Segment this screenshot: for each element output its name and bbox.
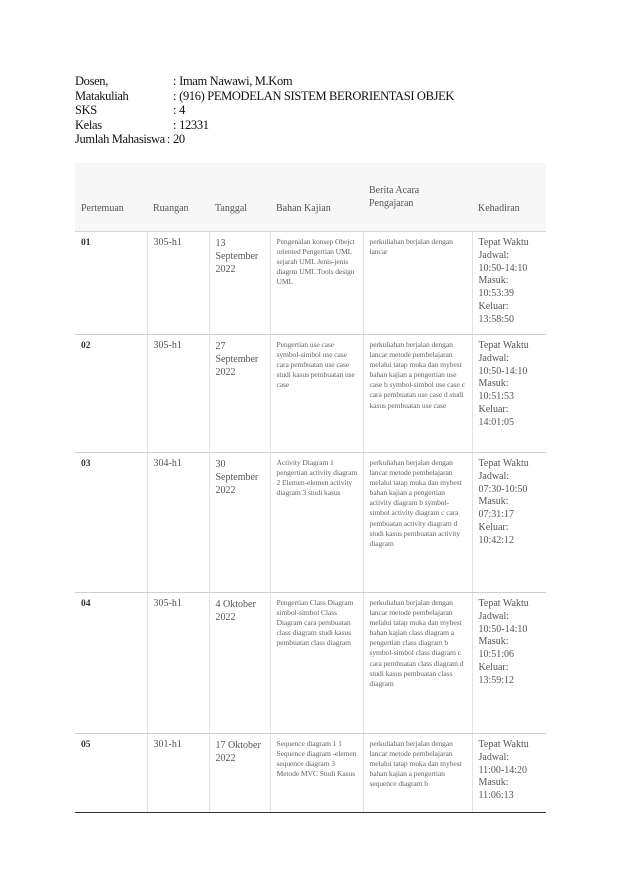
meeting-number: 04 [75,593,147,734]
course-row [75,89,555,104]
check-in-label: Masuk: [478,496,509,508]
attendance-status: Tepat Waktu [478,598,529,609]
class-label: Kelas [75,117,102,132]
check-out-label: Keluar: [478,521,509,533]
attendance-status: Tepat Waktu [478,237,529,248]
attendance-cell [472,232,546,335]
check-in-label: Masuk: [478,378,509,390]
check-in-time: 10:53:39 [478,288,515,300]
topic-cell: Sequence diagram 1 1 Sequence diagram -elemen sequence diagram 3 Metode MVC Studi Kasus [270,734,363,813]
room-cell: 305-h1 [147,232,209,335]
check-out-label: Keluar: [478,403,509,415]
check-in-label: Masuk: [478,275,509,287]
table-row [75,734,546,813]
lecturer-row [75,74,555,89]
attendance-cell [472,453,546,593]
schedule-time: 07:30-10:50 [478,483,528,495]
room-cell: 301-h1 [147,734,209,813]
check-out-time: 13:59:12 [478,674,515,686]
attendance-table [75,163,546,813]
credits-row [75,103,555,118]
report-cell: perkuliahan berjalan dengan lancar metode pembelajaran melalui tatap muka dan mybest bahan kajian a pengertian activity diagram b symbol-simbol activity diagram c cara pembuatan activity diagram d studi kasus pembuatan activity diagram [363,453,472,593]
column-header-date: Tanggal [209,163,270,232]
check-in-time: 10:51:53 [478,391,515,403]
lecturer-value: Imam Nawawi, M.Kom [179,74,293,88]
date-cell: 13 September 2022 [209,232,270,335]
students-value: 20 [173,132,185,146]
check-out-label: Keluar: [478,661,509,673]
attendance-cell [472,335,546,453]
class-value: 12331 [179,117,209,132]
schedule-label: Jadwal: [478,470,510,482]
report-cell: perkuliahan berjalan dengan lancar metode pembelajaran melalui tatap muka dan mybest bahan kajian class diagram a pengertian class diagram b symbol-simbol class diagram c cara pembuatan class diagram d studi kasus pembuatan class diagram [363,593,472,734]
course-info-header [75,74,555,147]
check-out-time: 10:42:12 [478,534,515,546]
check-out-label: Keluar: [478,300,509,312]
check-out-time: 13:58:50 [478,313,515,325]
check-out-time: 14:01:05 [478,416,515,428]
topic-cell: Pengertian Class Diagram simbol-simbol Class Diagram cara pembuatan class diagram studi kasus pembuatan class diagram [270,593,363,734]
column-header-room: Ruangan [147,163,209,232]
meeting-number: 03 [75,453,147,593]
schedule-time: 10:50-14:10 [478,262,528,274]
attendance-cell [472,734,546,813]
meeting-number: 05 [75,734,147,813]
schedule-label: Jadwal: [478,249,510,261]
separator: : [173,88,177,103]
check-in-label: Masuk: [478,777,509,789]
class-row [75,118,555,133]
schedule-time: 10:50-14:10 [478,623,528,635]
students-row [75,132,555,147]
schedule-label: Jadwal: [478,610,510,622]
check-in-time: 11:06:13 [478,790,514,802]
table-row [75,593,546,734]
check-in-time: 10:51:06 [478,649,515,661]
report-cell: perkuliahan berjalan dengan lancar [363,232,472,335]
column-header-meeting: Pertemuan [75,163,147,232]
credits-value: 4 [179,103,186,117]
report-cell: perkuliahan berjalan dengan lancar metode pembelajaran melalui tatap muka dan mybest bahan kajian a pengertian sequence diagram b [363,734,472,813]
meeting-number: 02 [75,335,147,453]
check-in-label: Masuk: [478,636,509,648]
attendance-table-container [75,163,546,813]
separator: : [173,74,177,88]
report-cell: perkuliahan berjalan dengan lancar metode pembelajaran melalui tatap muka dan mybest bahan kajian a pengertian use case b symbol-simbol use case c cara pembuatan use case d studi kasus pembuatan use case [363,335,472,453]
table-header-row [75,163,546,232]
attendance-status: Tepat Waktu [478,340,529,351]
attendance-cell [472,593,546,734]
column-header-report: Berita Acara Pengajaran [363,163,472,232]
column-header-topic: Bahan Kajian [270,163,363,232]
schedule-label: Jadwal: [478,352,510,364]
table-row [75,453,546,593]
course-value: (916) PEMODELAN SISTEM BERORIENTASI OBJEK [179,88,455,103]
schedule-time: 10:50-14:10 [478,365,528,377]
separator: : [173,117,177,132]
date-cell: 27 September 2022 [209,335,270,453]
topic-cell: Pengertian use case symbol-simbol use case cara pembuatan use case studi kasus pembuatan use case [270,335,363,453]
credits-label: SKS [75,103,97,117]
attendance-status: Tepat Waktu [478,739,529,750]
separator: : [173,103,177,117]
students-label: Jumlah Mahasiswa [75,132,165,146]
attendance-status: Tepat Waktu [478,458,529,469]
topic-cell: Pengenalan konsep Obejct oriented Pengertian UML sejarah UML Jenis-jenis diagrm UML Tools design UML [270,232,363,335]
table-row [75,335,546,453]
date-cell: 4 Oktober 2022 [209,593,270,734]
schedule-label: Jadwal: [478,751,510,763]
column-header-attendance: Kehadiran [472,163,546,232]
separator: : [166,132,170,146]
meeting-number: 01 [75,232,147,335]
room-cell: 305-h1 [147,335,209,453]
table-row [75,232,546,335]
schedule-time: 11:00-14:20 [478,764,528,776]
date-cell: 17 Oktober 2022 [209,734,270,813]
room-cell: 305-h1 [147,593,209,734]
date-cell: 30 September 2022 [209,453,270,593]
room-cell: 304-h1 [147,453,209,593]
check-in-time: 07:31:17 [478,509,515,521]
course-label: Matakuliah [75,88,129,103]
topic-cell: Activity Diagram 1 pengertian activity diagram 2 Elemen-elemen activity diagram 3 studi kasus [270,453,363,593]
lecturer-label: Dosen, [75,74,108,88]
